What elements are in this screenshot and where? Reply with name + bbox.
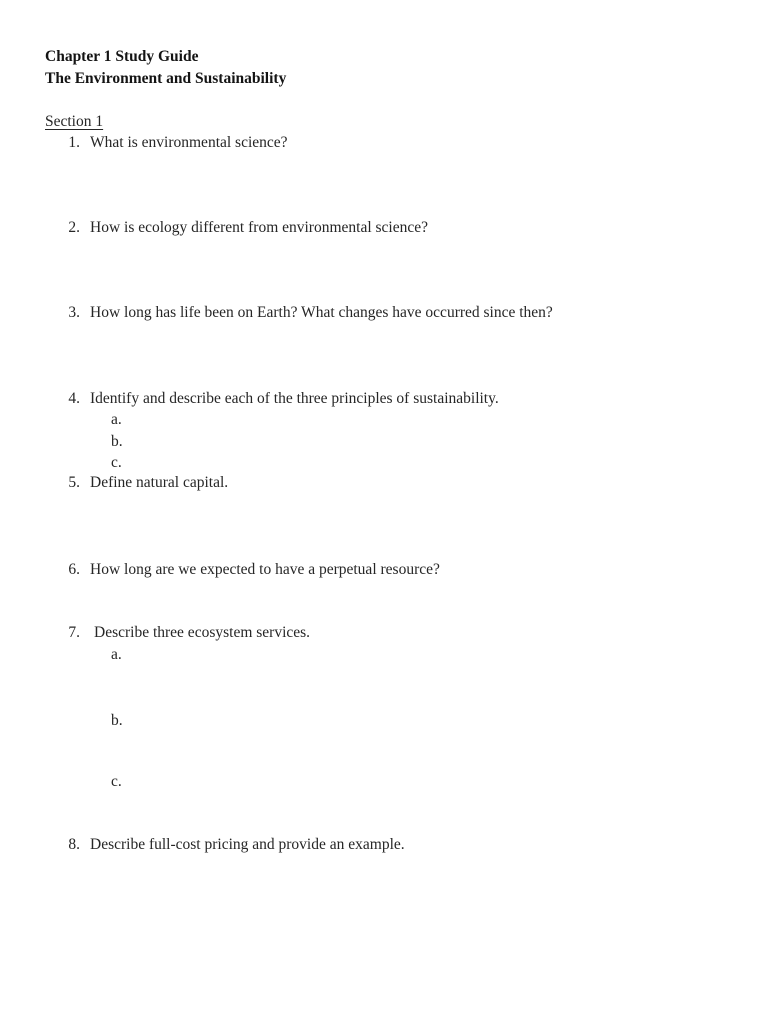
question-row-6 bbox=[56, 560, 440, 580]
question-row-1 bbox=[56, 133, 288, 153]
question-number: 6. bbox=[68, 561, 80, 578]
question-text: Describe three ecosystem services. bbox=[94, 624, 311, 641]
subitem-letter: a. bbox=[111, 646, 122, 663]
question-text: Define natural capital. bbox=[90, 474, 229, 491]
question-row-4 bbox=[56, 389, 499, 409]
subitem-letter: c. bbox=[111, 773, 122, 790]
doc-title-line2: The Environment and Sustainability bbox=[45, 70, 287, 87]
doc-title-line1: Chapter 1 Study Guide bbox=[45, 48, 199, 65]
subitem-letter: c. bbox=[111, 454, 122, 471]
question-text: How long are we expected to have a perpetual resource? bbox=[90, 561, 440, 578]
question-text: Describe full-cost pricing and provide an example. bbox=[90, 836, 405, 853]
question-text: How is ecology different from environmental science? bbox=[90, 219, 429, 236]
subitem-letter: b. bbox=[111, 433, 123, 450]
question-number: 8. bbox=[68, 836, 80, 853]
question-number: 2. bbox=[68, 219, 80, 236]
question-row-8 bbox=[56, 835, 405, 855]
question-text: Identify and describe each of the three principles of sustainability. bbox=[90, 390, 499, 407]
question-number: 1. bbox=[68, 134, 80, 151]
question-text: What is environmental science? bbox=[90, 134, 288, 151]
question-number: 7. bbox=[68, 624, 80, 641]
question-row-7 bbox=[56, 623, 310, 643]
subitem-letter: a. bbox=[111, 411, 122, 428]
question-row-2 bbox=[56, 218, 428, 238]
question-number: 5. bbox=[68, 474, 80, 491]
question-number: 4. bbox=[68, 390, 80, 407]
question-text: How long has life been on Earth? What changes have occurred since then? bbox=[90, 304, 553, 321]
question-number: 3. bbox=[68, 304, 80, 321]
question-row-5 bbox=[56, 473, 228, 493]
question-row-3 bbox=[56, 303, 553, 323]
section-heading: Section 1 bbox=[45, 113, 104, 130]
subitem-letter: b. bbox=[111, 712, 123, 729]
